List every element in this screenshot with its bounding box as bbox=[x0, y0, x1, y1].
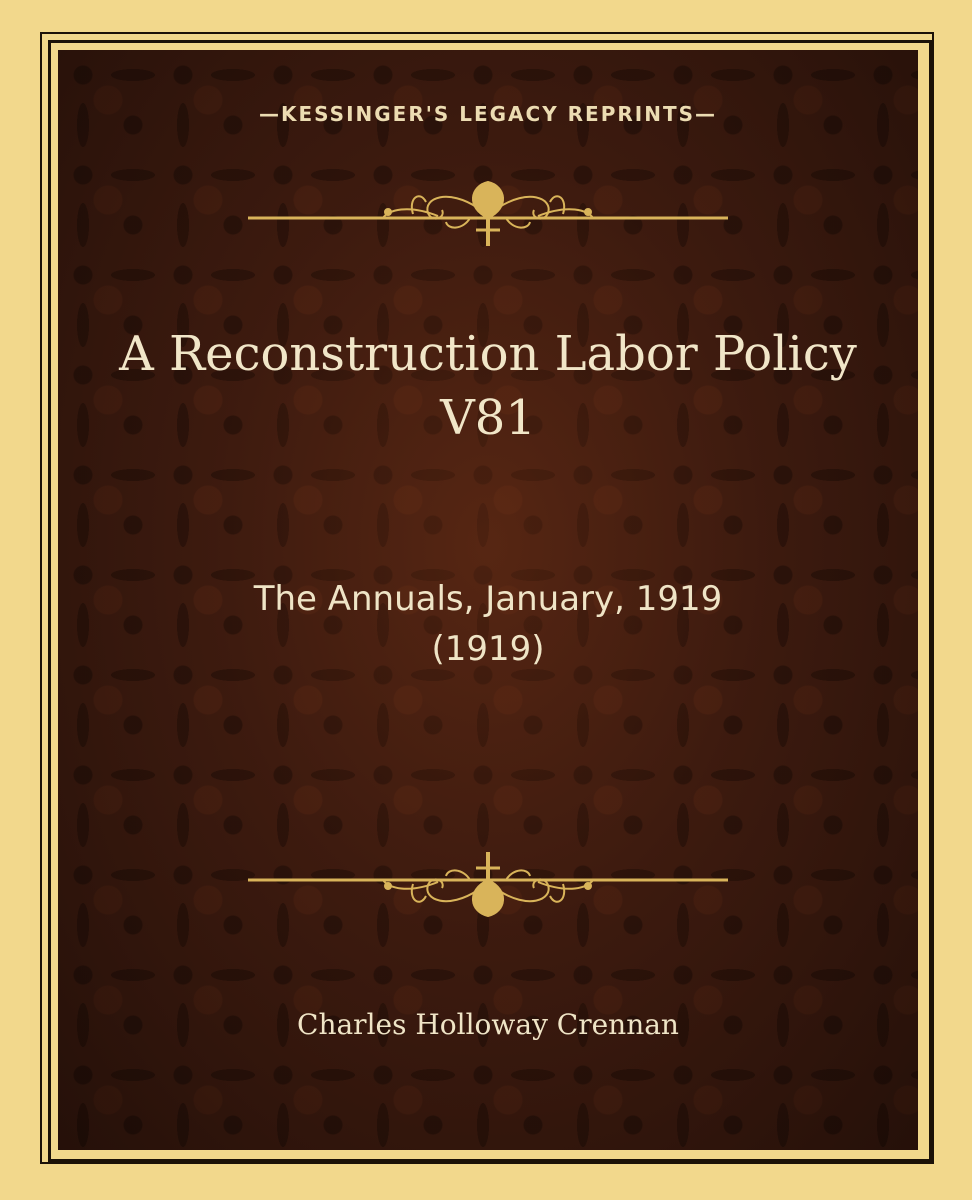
cover-panel bbox=[58, 50, 918, 1150]
bottom-fleuron-icon bbox=[208, 850, 768, 930]
book-subtitle bbox=[88, 574, 888, 674]
subtitle-line-1: The Annuals, January, 1919 bbox=[253, 579, 723, 619]
author-name: Charles Holloway Crennan bbox=[297, 1008, 679, 1041]
book-title bbox=[88, 322, 888, 450]
subtitle-line-2: (1919) bbox=[431, 629, 545, 669]
series-name: —KESSINGER'S LEGACY REPRINTS— bbox=[259, 102, 717, 126]
title-line-2: V81 bbox=[440, 390, 536, 446]
top-fleuron-icon bbox=[208, 168, 768, 248]
title-line-1: A Reconstruction Labor Policy bbox=[119, 326, 857, 382]
